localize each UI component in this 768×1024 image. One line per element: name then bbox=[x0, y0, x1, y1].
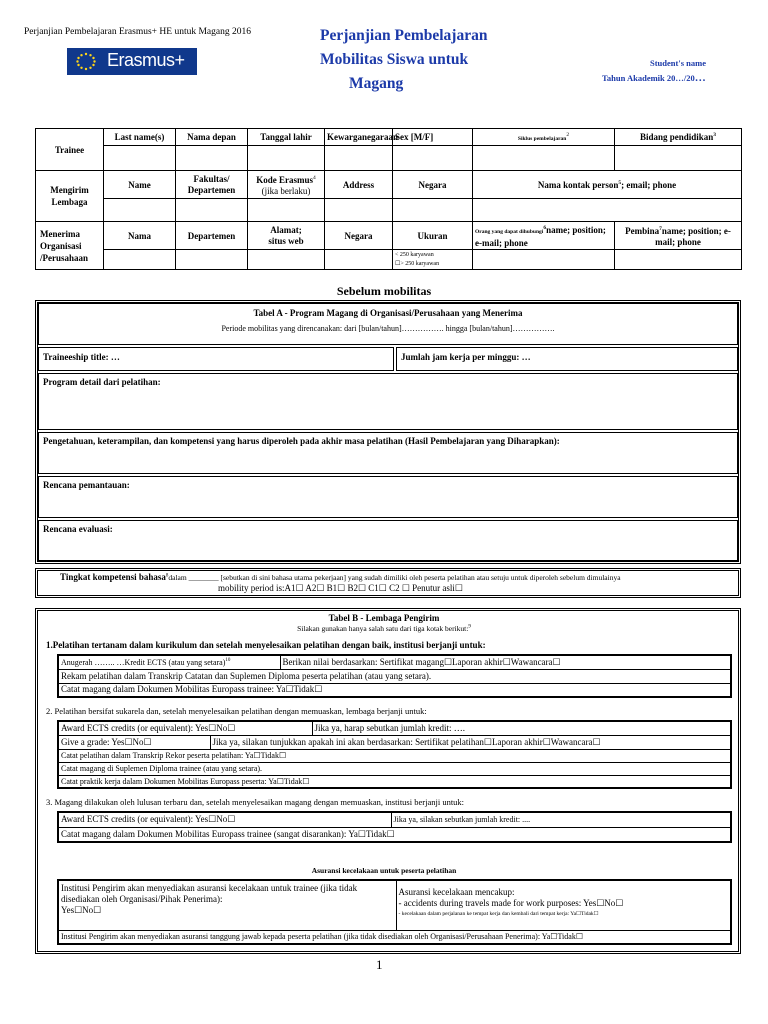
mobility-period[interactable]: Periode mobilitas yang direncanakan: dari [bulan/tahun]……………. hingga [bulan/tahun]……………. bbox=[221, 324, 555, 333]
col-receiving-name: Nama bbox=[104, 222, 176, 250]
col-sending-contact: Nama kontak person$^5$; email; phone bbox=[473, 171, 742, 199]
give-grade-choice[interactable]: Give a grade: Yes☐No☐ bbox=[58, 735, 210, 749]
input-receiving-address[interactable] bbox=[248, 250, 325, 270]
credits-count-field[interactable]: Jika ya, harap sebutkan jumlah kredit: …. bbox=[312, 721, 731, 735]
europass-record-field[interactable]: Catat magang dalam Dokumen Mobilitas Europass trainee: Ya☐Tidak☐ bbox=[58, 683, 731, 697]
input-sex[interactable] bbox=[393, 146, 473, 171]
input-receiving-mentor[interactable] bbox=[615, 250, 742, 270]
col-sex: Sex [M/F] bbox=[393, 129, 473, 146]
ects-credits-choice[interactable]: Award ECTS credits (or equivalent): Yes☐No☐ bbox=[58, 721, 312, 735]
traineeship-title-field[interactable]: Traineeship title: … bbox=[38, 347, 394, 371]
student-name-label: Student's name bbox=[650, 58, 706, 68]
document-header-title: Perjanjian Pembelajaran Erasmus+ HE untuk Magang 2016 bbox=[24, 27, 251, 37]
table-b-title: Tabel B - Lembaga Pengirim bbox=[328, 613, 440, 623]
input-study-cycle[interactable] bbox=[473, 146, 615, 171]
input-last-name[interactable] bbox=[104, 146, 176, 171]
input-erasmus-code[interactable] bbox=[248, 199, 325, 222]
option-2-table bbox=[57, 720, 732, 789]
table-a-header bbox=[38, 303, 738, 345]
col-receiving-department: Departemen bbox=[176, 222, 248, 250]
input-receiving-department[interactable] bbox=[176, 250, 248, 270]
col-sending-country: Negara bbox=[393, 171, 473, 199]
col-study-cycle: Siklus pembelajaran$^2$ bbox=[473, 129, 615, 146]
grade-basis-choice[interactable]: Jika ya, silakan tunjukkan apakah ini akan berdasarkan: Sertifikat pelatihan☐Laporan akhir☐Wawancara☐ bbox=[210, 735, 731, 749]
graduate-ects-choice[interactable]: Award ECTS credits (or equivalent): Yes☐No☐ bbox=[58, 812, 391, 827]
col-receiving-address: Alamat; situs web bbox=[248, 222, 325, 250]
col-receiving-size: Ukuran bbox=[393, 222, 473, 250]
monitoring-plan-field[interactable]: Rencana pemantauan: bbox=[38, 476, 738, 518]
title-line-2: Mobilitas Siswa untuk bbox=[320, 51, 469, 68]
insurance-title: Asuransi kecelakaan untuk peserta pelatihan bbox=[311, 866, 457, 875]
accident-insurance-coverage[interactable]: Asuransi kecelakaan mencakup: - accidents during travels made for work purposes: Yes☐No☐ - kecelakaan dalam perjalanan ke tempat kerja dan kembali dari tempat kerja: Ya☐Tidak☐ bbox=[396, 880, 731, 930]
option-1-table bbox=[57, 654, 732, 698]
europass-record-choice[interactable]: Catat praktik kerja dalam Dokumen Mobilitas Europass peserta: Ya☐Tidak☐ bbox=[58, 775, 731, 788]
col-erasmus-code: Kode Erasmus$^4$ (jika berlaku) bbox=[248, 171, 325, 199]
weekly-hours-field[interactable]: Jumlah jam kerja per minggu: … bbox=[396, 347, 738, 371]
language-line-1: Tingkat kompetensi bahasa$^8$dalam ________ [sebutkan di sini bahasa utama pekerjaan] yang sudah dimiliki oleh peserta pelatihan atau setuju untuk diperoleh sebelum dimulainya bbox=[60, 572, 621, 582]
col-sending-faculty: Fakultas/ Departemen bbox=[176, 171, 248, 199]
col-receiving-contact: Orang yang dapat dihubungi$^6$name; position; e-mail; phone bbox=[473, 222, 615, 250]
input-receiving-contact[interactable] bbox=[473, 250, 615, 270]
table-b-subtitle: Silakan gunakan hanya salah satu dari tiga kotak berikut:$^9$ bbox=[297, 624, 471, 633]
input-sending-country[interactable] bbox=[393, 199, 473, 222]
input-sending-name[interactable] bbox=[104, 199, 176, 222]
language-competence-box bbox=[35, 568, 741, 598]
academic-year-label: Tahun Akademik 20…/20… bbox=[602, 72, 706, 84]
diploma-supplement-record[interactable]: Catat magang di Suplemen Diploma trainee (atau yang setara). bbox=[58, 762, 731, 775]
col-first-name: Nama depan bbox=[176, 129, 248, 146]
input-birth-date[interactable] bbox=[248, 146, 325, 171]
transcript-record-choice[interactable]: Catat pelatihan dalam Transkrip Rekor peserta pelatihan: Ya☐Tidak☐ bbox=[58, 749, 731, 762]
insurance-table bbox=[57, 879, 732, 945]
input-receiving-country[interactable] bbox=[325, 250, 393, 270]
ects-award-field[interactable]: Anugerah …….. …Kredit ECTS (atau yang setara)$^{10}$ bbox=[58, 655, 280, 669]
col-nationality: Kewarganegaraan bbox=[325, 129, 393, 146]
col-sending-address: Address bbox=[325, 171, 393, 199]
input-sending-faculty[interactable] bbox=[176, 199, 248, 222]
col-birth-date: Tanggal lahir bbox=[248, 129, 325, 146]
col-field-education: Bidang pendidikan$^3$ bbox=[615, 129, 742, 146]
page-number: 1 bbox=[376, 957, 383, 972]
col-receiving-mentor: Pembina$^7$name; position; e-mail; phone bbox=[615, 222, 742, 250]
graduate-credits-field[interactable]: Jika ya, silakan sebutkan jumlah kredit: .... bbox=[391, 812, 731, 827]
input-nationality[interactable] bbox=[325, 146, 393, 171]
input-first-name[interactable] bbox=[176, 146, 248, 171]
trainee-label: Trainee bbox=[36, 129, 104, 171]
sending-label: Mengirim Lembaga bbox=[36, 171, 104, 222]
title-line-1: Perjanjian Pembelajaran bbox=[320, 27, 488, 44]
option-1-heading: 1.Pelatihan tertanam dalam kurikulum dan setelah menyelesaikan pelatihan dengan baik, institusi berjanji untuk: bbox=[46, 640, 486, 650]
before-mobility-heading: Sebelum mobilitas bbox=[336, 284, 432, 298]
option-2-heading: 2. Pelatihan bersifat sukarela dan, setelah menyelesaikan pelatihan dengan memuaskan, lembaga berjanji untuk: bbox=[46, 706, 427, 716]
input-receiving-name[interactable] bbox=[104, 250, 176, 270]
learning-outcomes-field[interactable]: Pengetahuan, keterampilan, dan kompetensi yang harus diperoleh pada akhir masa pelatihan (Hasil Pembelajaran yang Diharapkan): bbox=[38, 432, 738, 474]
input-sending-address[interactable] bbox=[325, 199, 393, 222]
input-sending-contact[interactable] bbox=[473, 199, 742, 222]
evaluation-plan-field[interactable]: Rencana evaluasi: bbox=[38, 520, 738, 561]
receiving-label: Menerima Organisasi /Perusahaan bbox=[36, 222, 104, 270]
col-last-name: Last name(s) bbox=[104, 129, 176, 146]
record-transcript-field[interactable]: Rekam pelatihan dalam Transkrip Catatan dan Suplemen Diploma peserta pelatihan (atau yang setara). bbox=[58, 669, 731, 683]
logo-text: Erasmus+ bbox=[107, 50, 185, 70]
liability-insurance-choice[interactable]: Institusi Pengirim akan menyediakan asuransi tanggung jawab kepada peserta pelatihan (jika tidak disediakan oleh Organisasi/Perusahaan Penerima): Ya☐Tidak☐ bbox=[58, 930, 731, 944]
option-3-heading: 3. Magang dilakukan oleh lulusan terbaru dan, setelah menyelesaikan magang dengan memuaskan, institusi berjanji untuk: bbox=[46, 797, 465, 807]
accident-insurance-sending[interactable]: Institusi Pengirim akan menyediakan asuransi kecelakaan untuk trainee (jika tidak disediakan oleh Organisasi/Pihak Penerima): Yes☐No☐ bbox=[58, 880, 396, 930]
option-3-table bbox=[57, 811, 732, 843]
table-a-title: Tabel A - Program Magang di Organisasi/Perusahaan yang Menerima bbox=[253, 308, 523, 318]
col-sending-name: Name bbox=[104, 171, 176, 199]
size-options[interactable]: < 250 karyawan ☐> 250 karyawan bbox=[393, 250, 473, 270]
graduate-europass-choice[interactable]: Catat magang dalam Dokumen Mobilitas Europass trainee (sangat disarankan): Ya☐Tidak☐ bbox=[58, 827, 731, 842]
page-title bbox=[300, 24, 500, 96]
col-receiving-country: Negara bbox=[325, 222, 393, 250]
program-detail-field[interactable]: Program detail dari pelatihan: bbox=[38, 373, 738, 430]
eu-flag-icon bbox=[69, 50, 103, 73]
language-levels[interactable]: mobility period is:A1☐ A2☐ B1☐ B2☐ C1☐ C2 ☐ Penutur asli☐ bbox=[218, 583, 463, 593]
erasmus-logo bbox=[67, 48, 197, 75]
title-line-3: Magang bbox=[349, 75, 404, 92]
input-field-education[interactable] bbox=[615, 146, 742, 171]
parties-table bbox=[35, 128, 742, 270]
grade-basis-field[interactable]: Berikan nilai berdasarkan: Sertifikat magang☐Laporan akhir☐Wawancara☐ bbox=[280, 655, 731, 669]
